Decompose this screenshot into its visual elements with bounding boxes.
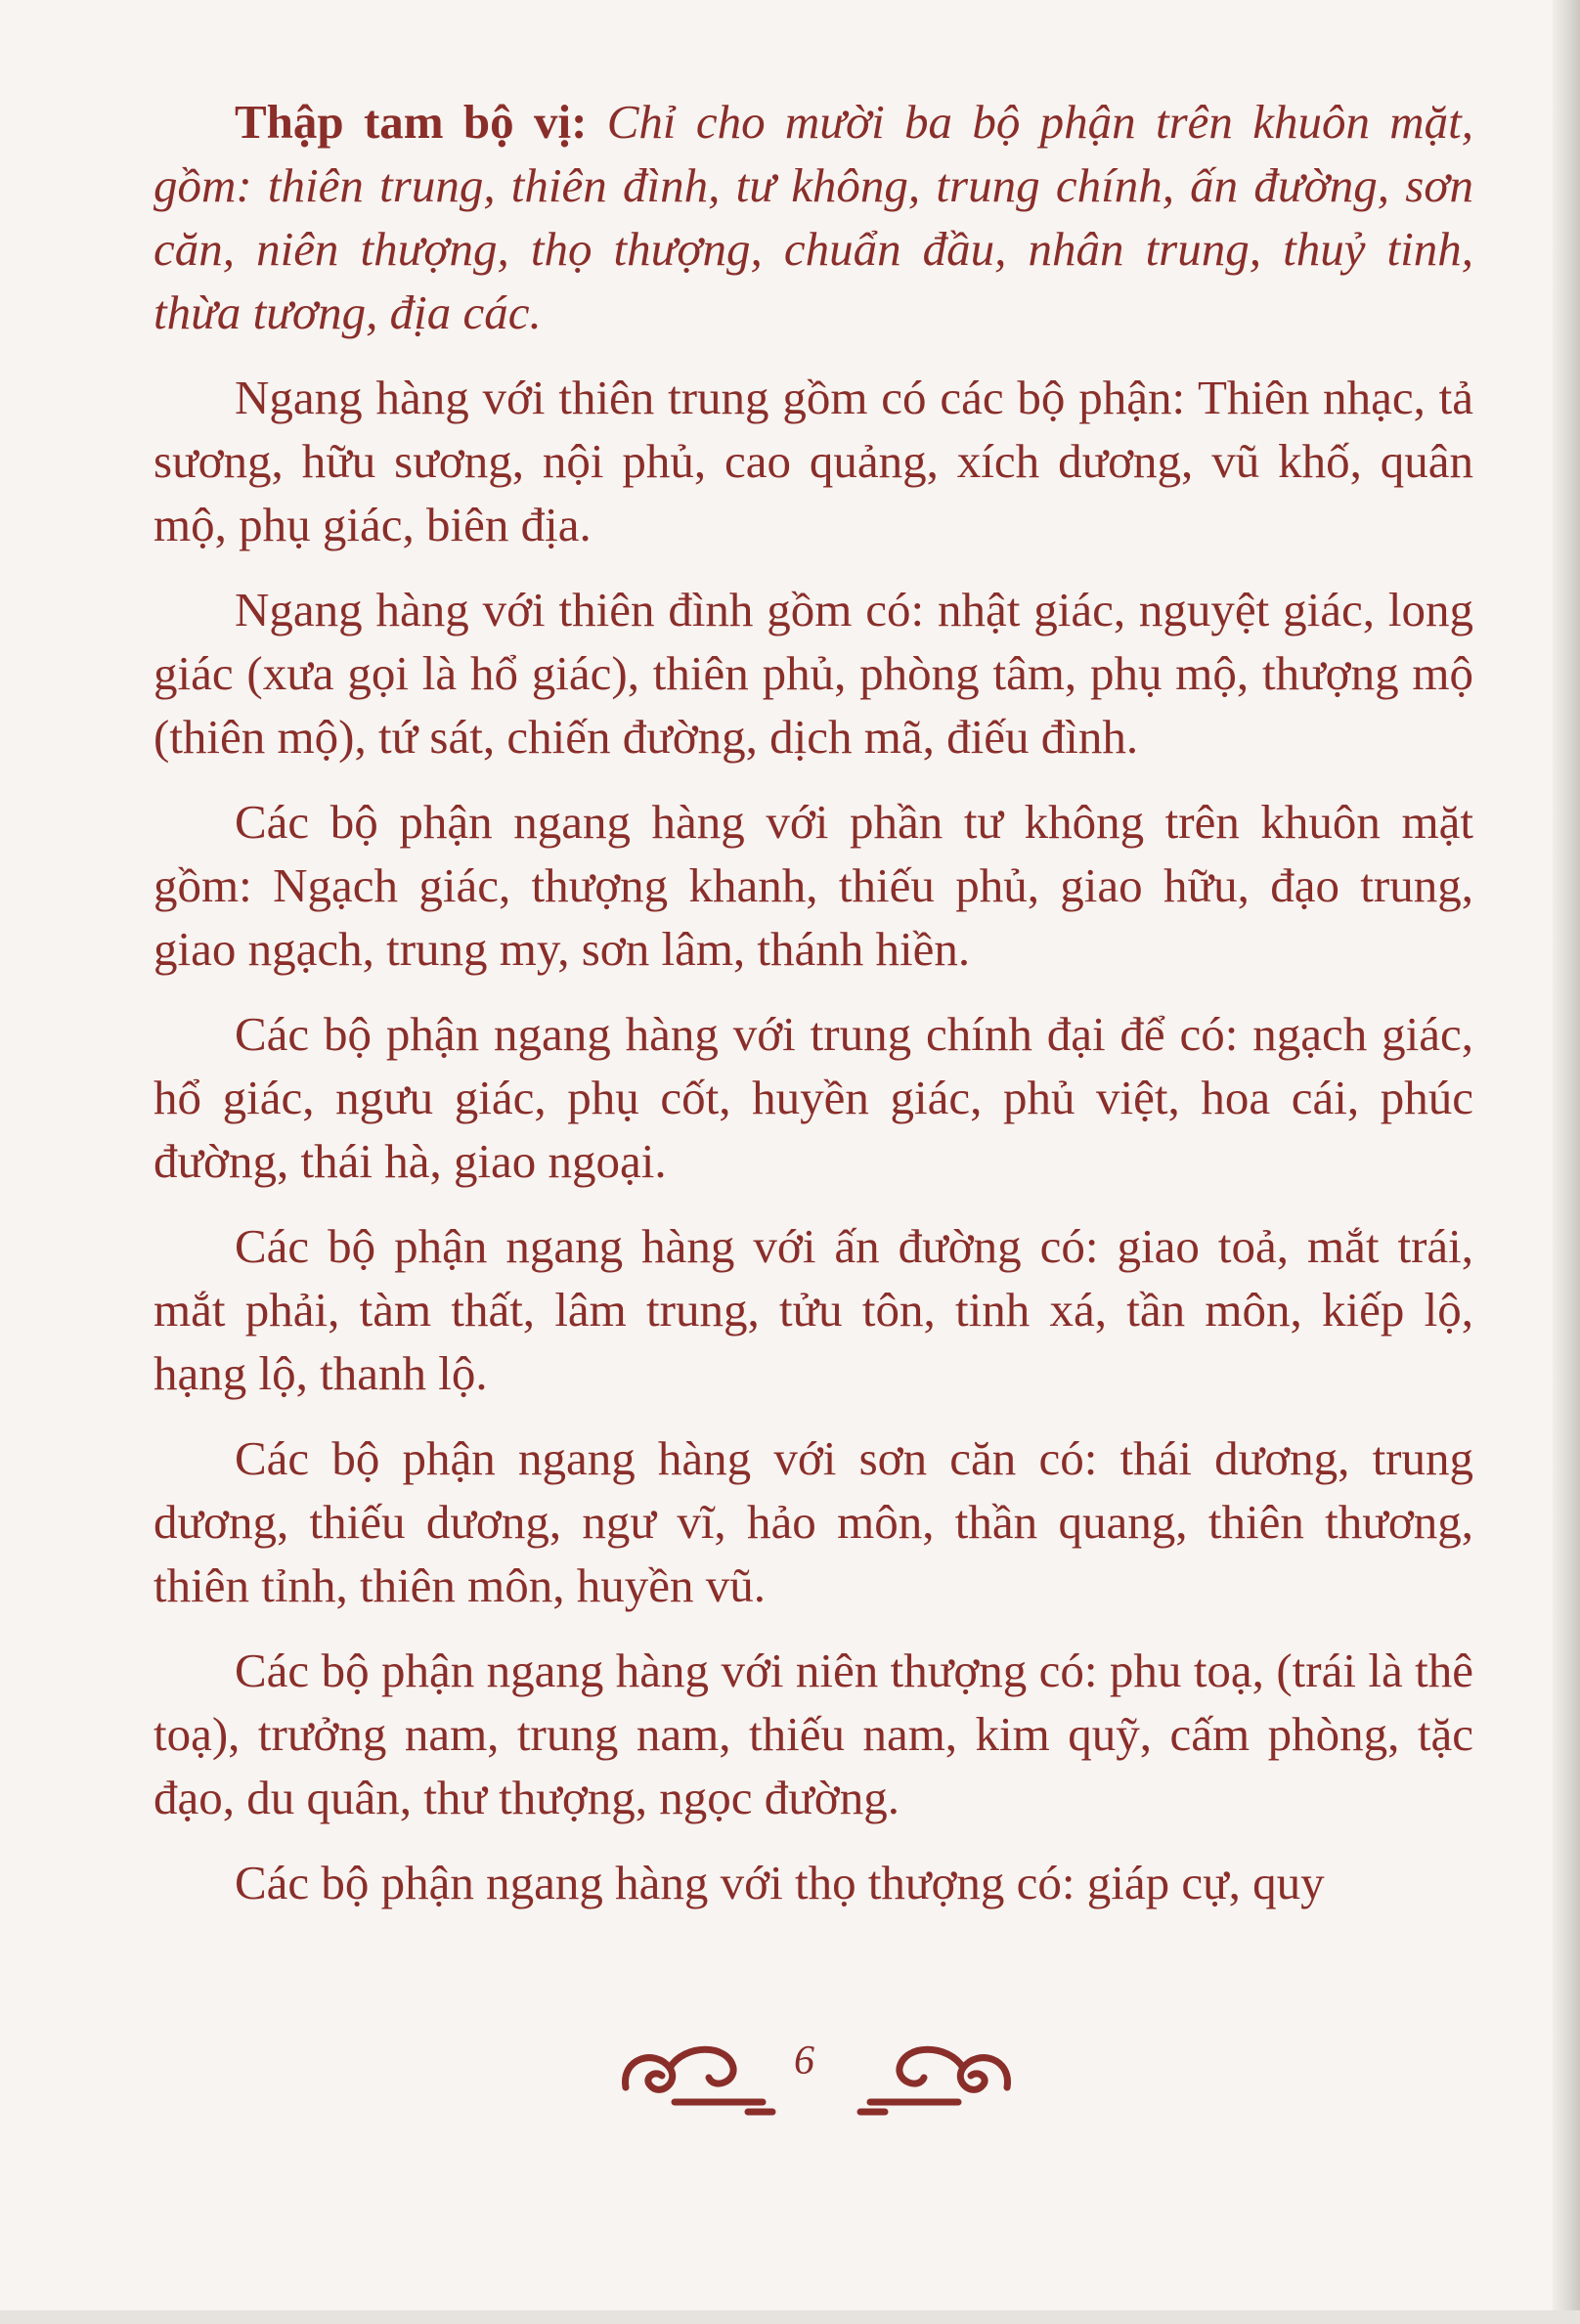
paragraph-thien-dinh: Ngang hàng với thiên đình gồm có: nhật giác, nguyệt giác, long giác (xưa gọi là hổ giác), thiên phủ, phòng tâm, phụ mộ, thượng mộ (thiên mộ), tứ sát, chiến đường, dịch mã, điếu đình. xyxy=(154,583,1473,764)
paragraph-tu-khong: Các bộ phận ngang hàng với phần tư không trên khuôn mặt gồm: Ngạch giác, thượng khanh, thiếu phủ, giao hữu, đạo trung, giao ngạch, trung my, sơn lâm, thánh hiền. xyxy=(154,795,1473,976)
paragraph-son-can: Các bộ phận ngang hàng với sơn căn có: thái dương, trung dương, thiếu dương, ngư vĩ, hảo môn, thần quang, thiên thương, thiên tỉnh, thiên môn, huyền vũ. xyxy=(154,1431,1473,1612)
scan-bottom-border xyxy=(0,2310,1580,2324)
scroll-ornament-left-icon xyxy=(616,2029,782,2127)
scroll-ornament-right-icon xyxy=(851,2029,1017,2127)
term-heading: Thập tam bộ vị: xyxy=(235,95,588,149)
paragraph-tho-thuong: Các bộ phận ngang hàng với thọ thượng có: giáp cự, quy xyxy=(235,1856,1325,1909)
paragraph-nien-thuong: Các bộ phận ngang hàng với niên thượng có: phu toạ, (trái là thê toạ), trưởng nam, trung nam, thiếu nam, kim quỹ, cấm phòng, tặc đạo, du quân, thư thượng, ngọc đường. xyxy=(154,1644,1473,1824)
paragraph-thien-trung: Ngang hàng với thiên trung gồm có các bộ phận: Thiên nhạc, tả sương, hữu sương, nội phủ, cao quảng, xích dương, vũ khố, quân mộ, phụ giác, biên địa. xyxy=(154,371,1473,551)
paragraph-trung-chinh: Các bộ phận ngang hàng với trung chính đại để có: ngạch giác, hổ giác, ngưu giác, phụ cốt, huyền giác, phủ việt, hoa cái, phúc đường, thái hà, giao ngoại. xyxy=(154,1007,1473,1188)
paragraph-definition xyxy=(154,90,1473,344)
page-footer xyxy=(0,2029,1580,2127)
term-definition: Chỉ cho mười ba bộ phận trên khuôn mặt, gồm: thiên trung, thiên đình, tư không, trung chính, ấn đường, sơn căn, niên thượng, thọ thượng, chuẩn đầu, nhân trung, thuỷ tinh, thừa tương, địa các. xyxy=(154,95,1474,339)
body-text xyxy=(154,90,1473,1936)
page-edge-shadow xyxy=(1553,0,1580,2324)
page-number: 6 xyxy=(794,2039,814,2083)
paragraph-an-duong: Các bộ phận ngang hàng với ấn đường có: giao toả, mắt trái, mắt phải, tàm thất, lâm trung, tửu tôn, tinh xá, tần môn, kiếp lộ, hạng lộ, thanh lộ. xyxy=(154,1219,1473,1400)
